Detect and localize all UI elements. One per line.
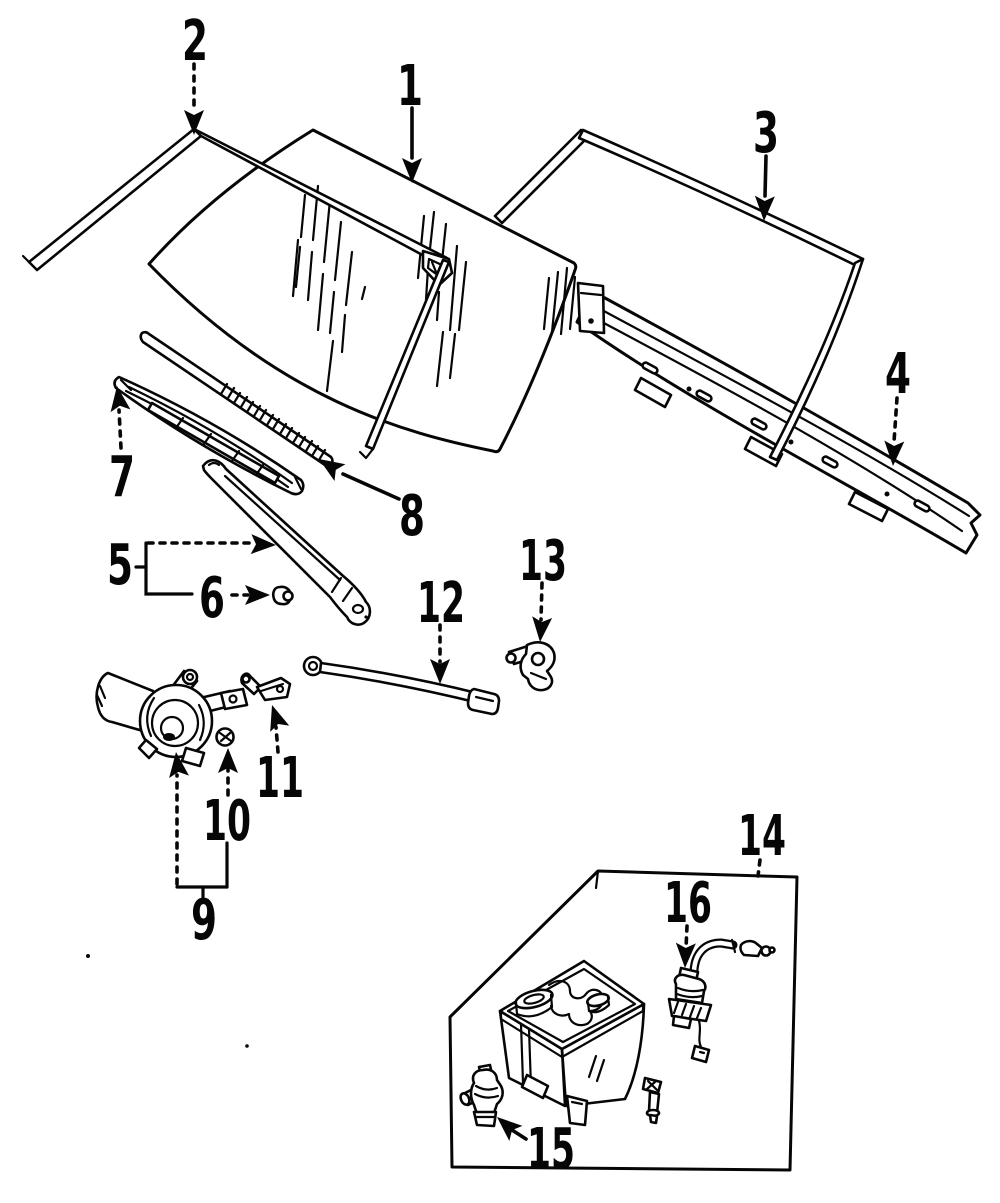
callout-14-number: 14 (738, 804, 786, 869)
glass-reflection-hatch-mid (418, 212, 466, 386)
callout-14 (738, 804, 786, 876)
callout-8 (314, 451, 425, 549)
callout-1 (397, 54, 423, 183)
callout-2 (182, 9, 208, 135)
callout-1-arrowhead (402, 158, 422, 183)
callout-6-number: 6 (199, 566, 225, 631)
callout-2-number: 2 (182, 9, 208, 74)
part-4-cowl-reinforcement-rail (577, 283, 980, 553)
callout-3-number: 3 (753, 101, 779, 166)
callout-15 (490, 1109, 575, 1182)
part-1-windshield-glass (149, 130, 576, 452)
callout-3 (753, 101, 779, 221)
part-13-pivot-bracket (507, 642, 555, 690)
part-6-arm-nut (273, 587, 292, 604)
bracket-5-6 (146, 543, 192, 594)
print-speck (245, 1044, 249, 1048)
glass-reflection-hatch-right (544, 268, 575, 334)
callout-15-number: 15 (527, 1117, 575, 1182)
rail-end-bracket (578, 283, 604, 333)
part-9-wiper-motor (97, 670, 247, 766)
callout-7-number: 7 (109, 445, 135, 510)
part-15-washer-pump (459, 1065, 503, 1126)
callout-10-number: 10 (203, 789, 251, 854)
callout-1-number: 1 (397, 54, 423, 119)
part-2-reveal-molding (23, 129, 452, 458)
callout-5-number: 5 (107, 533, 133, 598)
part-11-crank-link (241, 674, 290, 700)
callout-12 (417, 571, 465, 684)
callout-12-number: 12 (417, 571, 465, 636)
pump-wire (699, 1021, 701, 1047)
callout-16-number: 16 (664, 871, 712, 936)
reservoir-mounting-bolt (643, 1078, 661, 1123)
hose-fitting (740, 941, 762, 956)
part-10-motor-bolt (217, 729, 234, 746)
callout-9-number: 9 (191, 888, 217, 953)
callout-4 (883, 342, 911, 467)
callout-11-number: 11 (256, 746, 304, 811)
callout-4-number: 4 (885, 342, 911, 407)
callout-16 (664, 871, 712, 968)
callout-11 (256, 702, 304, 811)
part-12-linkage-rod (304, 657, 499, 714)
callout-13-number: 13 (519, 529, 567, 594)
wire-connector (692, 1046, 709, 1062)
callout-10 (203, 748, 251, 854)
print-speck (86, 954, 90, 958)
washer-reservoir-tank (500, 961, 644, 1125)
callout-8-number: 8 (399, 484, 425, 549)
callout-6 (199, 566, 270, 631)
callout-13 (519, 529, 567, 643)
callout-7 (107, 385, 135, 510)
